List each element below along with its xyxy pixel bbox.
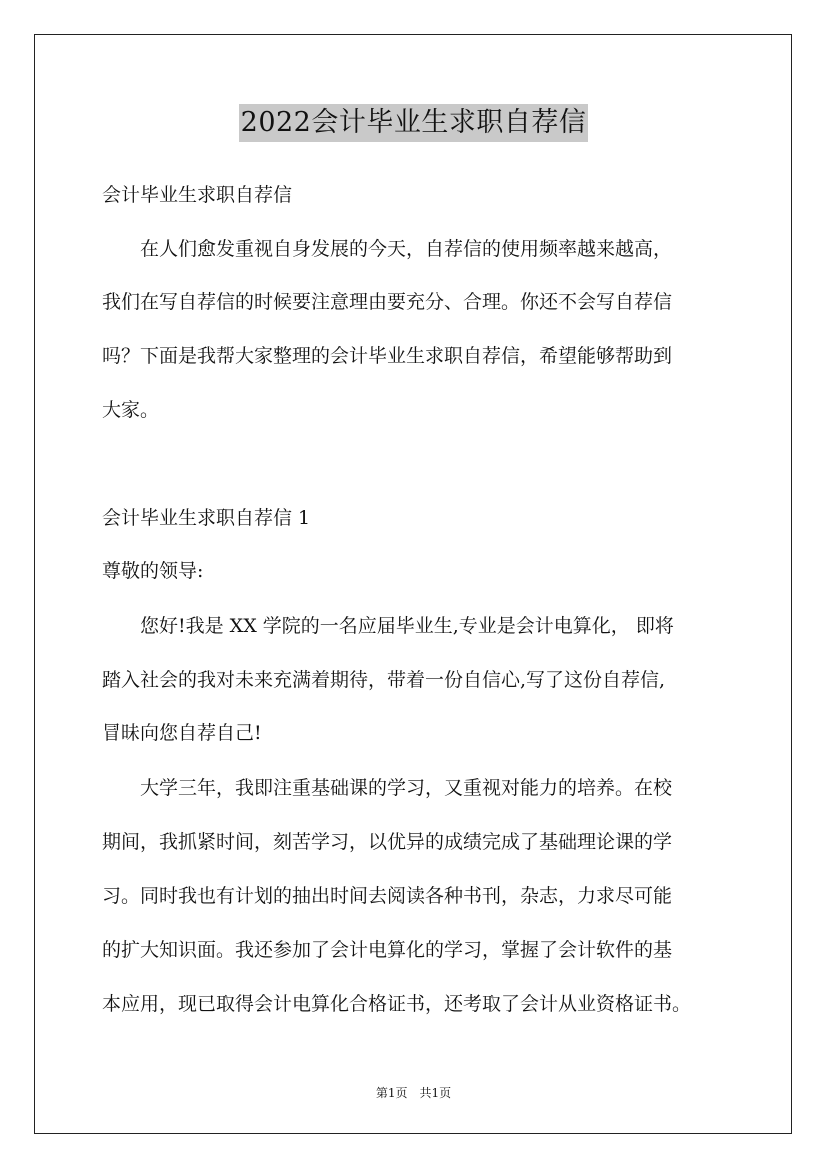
- para2-line-4: 的扩大知识面。我还参加了会计电算化的学习，掌握了会计软件的基: [102, 939, 673, 961]
- intro-line-1: 在人们愈发重视自身发展的今天，自荐信的使用频率越来越高，: [102, 238, 673, 260]
- section-heading: 会计毕业生求职自荐信 1: [102, 507, 311, 529]
- document-title: 2022会计毕业生求职自荐信: [239, 104, 589, 142]
- para2-line-3: 习。同时我也有计划的抽出时间去阅读各种书刊，杂志，力求尽可能: [102, 885, 673, 907]
- intro-line-4: 大家。: [102, 399, 160, 421]
- para2-line-5: 本应用，现已取得会计电算化合格证书，还考取了会计从业资格证书。: [102, 993, 692, 1015]
- para2-line-2: 期间，我抓紧时间，刻苦学习，以优异的成绩完成了基础理论课的学: [102, 831, 673, 853]
- title-container: [0, 104, 827, 142]
- subtitle: 会计毕业生求职自荐信: [102, 184, 293, 206]
- page-number: 第1页 共1页: [375, 1086, 452, 1100]
- para1-line-2: 踏入社会的我对未来充满着期待，带着一份自信心,写了这份自荐信,: [102, 669, 666, 691]
- salutation: 尊敬的领导:: [102, 560, 204, 582]
- para1-line-3: 冒昧向您自荐自己!: [102, 722, 262, 744]
- intro-line-2: 我们在写自荐信的时候要注意理由要充分、合理。你还不会写自荐信: [102, 291, 673, 313]
- intro-line-3: 吗？下面是我帮大家整理的会计毕业生求职自荐信，希望能够帮助到: [102, 345, 673, 367]
- para1-line-1: 您好!我是 XX 学院的一名应届毕业生,专业是会计电算化， 即将: [102, 615, 674, 637]
- para2-line-1: 大学三年，我即注重基础课的学习，又重视对能力的培养。在校: [102, 777, 673, 799]
